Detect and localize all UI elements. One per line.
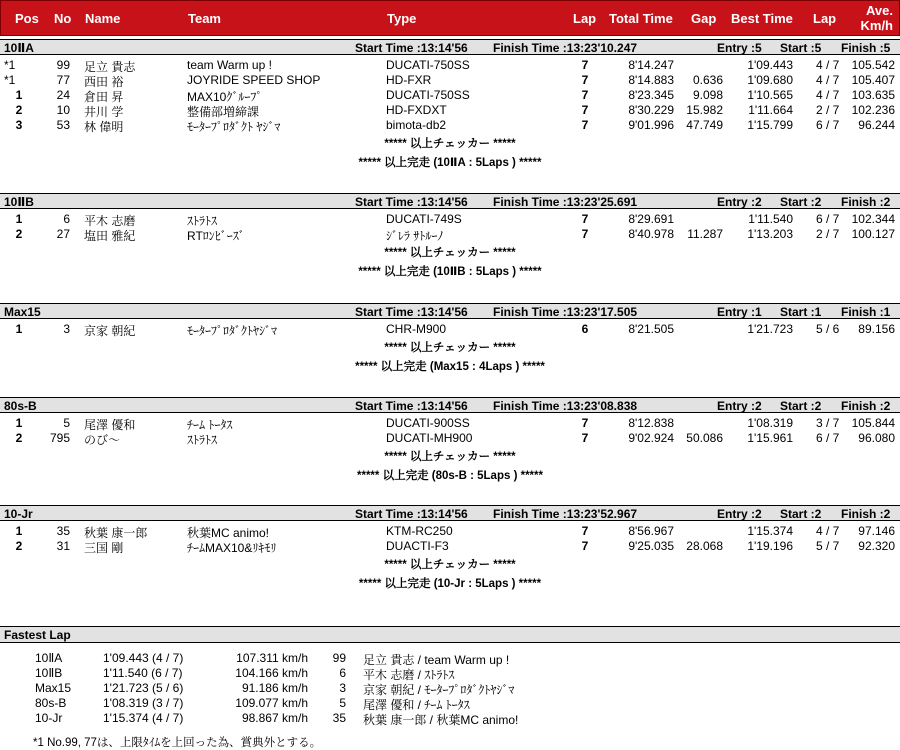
fl-time: 1'15.374 (4 / 7) xyxy=(103,711,184,725)
col-best-lap: Lap xyxy=(813,11,837,26)
total-time: 8'14.247 xyxy=(628,58,674,72)
total-time: 8'29.691 xyxy=(628,212,674,226)
best-time: 1'15.374 xyxy=(747,524,793,538)
laps: 7 xyxy=(581,118,589,132)
finish-time: Finish Time :13:23'17.505 xyxy=(493,305,638,319)
class-header-bar xyxy=(0,39,900,55)
result-row xyxy=(0,58,900,73)
col-name: Name xyxy=(85,11,121,26)
footnote: *1 No.99, 77は、上限ﾀｲﾑを上回った為、賞典外とする。 xyxy=(33,737,322,749)
fl-time: 1'08.319 (3 / 7) xyxy=(103,696,184,710)
average-speed: 105.542 xyxy=(851,58,895,72)
machine-type: KTM-RC250 xyxy=(386,524,453,538)
fl-speed: 104.166 km/h xyxy=(235,666,308,680)
position: 1 xyxy=(15,88,23,102)
laps: 7 xyxy=(581,431,589,445)
finish-count: Finish :2 xyxy=(841,399,891,413)
finish-count: Finish :2 xyxy=(841,507,891,521)
best-time: 1'15.799 xyxy=(747,118,793,132)
entry-count: Entry :2 xyxy=(717,195,762,209)
finish-time: Finish Time :13:23'25.691 xyxy=(493,195,638,209)
total-time: 8'23.345 xyxy=(628,88,674,102)
checker-note: ***** 以上チェッカー ***** xyxy=(384,451,516,463)
team-name: 整備部増締課 xyxy=(187,105,260,119)
best-time: 1'21.723 xyxy=(747,322,793,336)
class-header-bar xyxy=(0,505,900,521)
result-row xyxy=(0,212,900,227)
laps: 7 xyxy=(581,524,589,538)
col-pos: Pos xyxy=(15,11,39,26)
machine-type: ｼﾞﾚﾗ ｻﾄﾙｰﾉ xyxy=(386,229,444,243)
laps: 7 xyxy=(581,416,589,430)
team-name: team Warm up ! xyxy=(187,58,272,72)
position: 1 xyxy=(15,322,23,336)
class-name: 10ⅡA xyxy=(4,41,34,55)
best-time: 1'09.443 xyxy=(747,58,793,72)
class-header-bar xyxy=(0,397,900,413)
average-speed: 100.127 xyxy=(851,227,895,241)
total-time: 8'40.978 xyxy=(628,227,674,241)
entry-count: Entry :1 xyxy=(717,305,762,319)
entry-count: Entry :2 xyxy=(717,399,762,413)
team-name: ｽﾄﾗﾄｽ xyxy=(187,433,218,447)
best-time: 1'13.203 xyxy=(747,227,793,241)
gap: 9.098 xyxy=(692,88,723,102)
result-row xyxy=(0,227,900,242)
best-time: 1'10.565 xyxy=(747,88,793,102)
fastest-lap-row xyxy=(0,711,900,726)
position: 2 xyxy=(15,431,23,445)
team-name: ﾁｰﾑMAX10&ﾘｷﾓﾘ xyxy=(187,541,277,555)
start-time: Start Time :13:14'56 xyxy=(355,195,468,209)
finish-count: Finish :5 xyxy=(841,41,891,55)
fastest-lap-title: Fastest Lap xyxy=(4,628,71,642)
fastest-lap-bar xyxy=(0,626,900,643)
total-time: 8'21.505 xyxy=(628,322,674,336)
col-gap: Gap xyxy=(691,11,717,26)
position: 2 xyxy=(15,539,23,553)
race-number: 10 xyxy=(56,103,70,117)
best-lap: 5 / 6 xyxy=(816,322,840,336)
finished-note: ***** 以上完走 (80s-B : 5Laps ) ***** xyxy=(357,470,543,482)
team-name: ｽﾄﾗﾄｽ xyxy=(187,214,218,228)
team-name: RTﾛﾝﾋﾞｰｽﾞ xyxy=(187,229,245,243)
finished-note: ***** 以上完走 (Max15 : 4Laps ) ***** xyxy=(355,361,545,373)
rider-name: 尾澤 優和 xyxy=(84,418,136,432)
average-speed: 89.156 xyxy=(858,322,895,336)
position: 1 xyxy=(15,416,23,430)
best-lap: 5 / 7 xyxy=(816,539,840,553)
col-team: Team xyxy=(188,11,221,26)
gap: 0.636 xyxy=(692,73,723,87)
result-row xyxy=(0,103,900,118)
finish-count: Finish :2 xyxy=(841,195,891,209)
result-row xyxy=(0,416,900,431)
team-name: JOYRIDE SPEED SHOP xyxy=(187,73,321,87)
start-time: Start Time :13:14'56 xyxy=(355,507,468,521)
results-header xyxy=(0,0,900,36)
machine-type: CHR-M900 xyxy=(386,322,447,336)
machine-type: bimota-db2 xyxy=(386,118,447,132)
start-time: Start Time :13:14'56 xyxy=(355,399,468,413)
entry-count: Entry :5 xyxy=(717,41,762,55)
col-lap: Lap xyxy=(573,11,597,26)
fl-class: 10ⅡA xyxy=(35,651,63,665)
position: *1 xyxy=(4,58,16,72)
checker-note: ***** 以上チェッカー ***** xyxy=(384,247,516,259)
total-time: 8'12.838 xyxy=(628,416,674,430)
rider-name: 倉田 昇 xyxy=(84,90,124,104)
start-count: Start :2 xyxy=(780,507,822,521)
checker-note: ***** 以上チェッカー ***** xyxy=(384,342,516,354)
machine-type: DUCATI-900SS xyxy=(386,416,470,430)
best-lap: 3 / 7 xyxy=(816,416,840,430)
rider-name: 秋葉 康一郎 xyxy=(84,526,148,540)
machine-type: DUCATI-750SS xyxy=(386,58,470,72)
best-lap: 6 / 7 xyxy=(816,431,840,445)
fl-time: 1'21.723 (5 / 6) xyxy=(103,681,184,695)
finished-note: ***** 以上完走 (10-Jr : 5Laps ) ***** xyxy=(358,578,542,590)
checker-note: ***** 以上チェッカー ***** xyxy=(384,138,516,150)
race-number: 795 xyxy=(49,431,70,445)
best-time: 1'09.680 xyxy=(747,73,793,87)
best-lap: 4 / 7 xyxy=(816,524,840,538)
race-number: 35 xyxy=(56,524,70,538)
gap: 15.982 xyxy=(686,103,723,117)
rider-name: 塩田 雅紀 xyxy=(84,229,136,243)
fl-rider: 尾澤 優和 / ﾁｰﾑ ﾄｰﾀｽ xyxy=(363,698,470,712)
laps: 7 xyxy=(581,58,589,72)
result-row xyxy=(0,73,900,88)
finish-time: Finish Time :13:23'10.247 xyxy=(493,41,638,55)
laps: 6 xyxy=(581,322,589,336)
entry-count: Entry :2 xyxy=(717,507,762,521)
start-count: Start :1 xyxy=(780,305,822,319)
rider-name: 平木 志磨 xyxy=(84,214,136,228)
class-name: 80s-B xyxy=(4,399,37,413)
fl-speed: 107.311 km/h xyxy=(236,651,308,665)
fl-rider: 平木 志磨 / ｽﾄﾗﾄｽ xyxy=(363,668,455,682)
best-lap: 4 / 7 xyxy=(816,88,840,102)
fastest-lap-row xyxy=(0,666,900,681)
result-row xyxy=(0,118,900,133)
fl-time: 1'11.540 (6 / 7) xyxy=(103,666,183,680)
total-time: 8'30.229 xyxy=(628,103,674,117)
average-speed: 102.344 xyxy=(851,212,895,226)
rider-name: 井川 学 xyxy=(84,105,124,119)
class-name: 10ⅡB xyxy=(4,195,34,209)
laps: 7 xyxy=(581,212,589,226)
best-lap: 6 / 7 xyxy=(816,212,840,226)
result-row xyxy=(0,431,900,446)
laps: 7 xyxy=(581,539,589,553)
laps: 7 xyxy=(581,103,589,117)
total-time: 9'01.996 xyxy=(628,118,674,132)
total-time: 9'25.035 xyxy=(628,539,674,553)
class-header-bar xyxy=(0,303,900,319)
race-number: 99 xyxy=(56,58,70,72)
team-name: 秋葉MC animo! xyxy=(187,526,270,540)
fl-number: 5 xyxy=(339,696,346,710)
laps: 7 xyxy=(581,73,589,87)
position: 3 xyxy=(15,118,23,132)
fl-speed: 109.077 km/h xyxy=(235,696,308,710)
laps: 7 xyxy=(581,227,589,241)
machine-type: HD-FXDXT xyxy=(386,103,447,117)
col-no: No xyxy=(54,11,72,26)
start-count: Start :2 xyxy=(780,195,822,209)
best-lap: 2 / 7 xyxy=(816,103,840,117)
average-speed: 105.407 xyxy=(851,73,895,87)
best-time: 1'11.664 xyxy=(748,103,793,117)
best-lap: 4 / 7 xyxy=(816,58,840,72)
team-name: ﾓｰﾀｰﾌﾟﾛﾀﾞｸﾄﾔｼﾞﾏ xyxy=(187,324,278,338)
total-time: 9'02.924 xyxy=(628,431,674,445)
fl-class: 80s-B xyxy=(35,696,67,710)
rider-name: 西田 裕 xyxy=(84,75,124,89)
gap: 28.068 xyxy=(686,539,723,553)
result-row xyxy=(0,88,900,103)
team-name: ﾁｰﾑ ﾄｰﾀｽ xyxy=(187,418,233,432)
fl-class: Max15 xyxy=(35,681,72,695)
fl-rider: 足立 貴志 / team Warm up ! xyxy=(363,653,510,667)
fl-class: 10-Jr xyxy=(35,711,63,725)
start-count: Start :2 xyxy=(780,399,822,413)
finished-note: ***** 以上完走 (10ⅡB : 5Laps ) ***** xyxy=(358,266,542,278)
machine-type: DUACTI-F3 xyxy=(386,539,449,553)
finish-time: Finish Time :13:23'52.967 xyxy=(493,507,638,521)
col-best-time: Best Time xyxy=(731,11,793,26)
rider-name: 足立 貴志 xyxy=(84,60,136,74)
average-speed: 96.244 xyxy=(858,118,895,132)
best-time: 1'11.540 xyxy=(748,212,793,226)
gap: 50.086 xyxy=(686,431,723,445)
finish-count: Finish :1 xyxy=(841,305,891,319)
finish-time: Finish Time :13:23'08.838 xyxy=(493,399,638,413)
machine-type: DUCATI-749S xyxy=(386,212,462,226)
race-number: 24 xyxy=(56,88,70,102)
gap: 11.287 xyxy=(687,227,723,241)
class-name: Max15 xyxy=(4,305,41,319)
start-time: Start Time :13:14'56 xyxy=(355,305,468,319)
laps: 7 xyxy=(581,88,589,102)
position: *1 xyxy=(4,73,16,87)
fl-number: 3 xyxy=(339,681,346,695)
fl-rider: 京家 朝紀 / ﾓｰﾀｰﾌﾟﾛﾀﾞｸﾄﾔｼﾞﾏ xyxy=(363,683,515,697)
machine-type: DUCATI-MH900 xyxy=(386,431,473,445)
checker-note: ***** 以上チェッカー ***** xyxy=(384,559,516,571)
best-time: 1'08.319 xyxy=(747,416,793,430)
result-row xyxy=(0,539,900,554)
fl-number: 6 xyxy=(339,666,346,680)
finished-note: ***** 以上完走 (10ⅡA : 5Laps ) ***** xyxy=(358,157,542,169)
total-time: 8'56.967 xyxy=(628,524,674,538)
position: 1 xyxy=(15,212,23,226)
fl-number: 99 xyxy=(332,651,346,665)
average-speed: 97.146 xyxy=(858,524,895,538)
class-name: 10-Jr xyxy=(4,507,33,521)
average-speed: 92.320 xyxy=(858,539,895,553)
best-lap: 6 / 7 xyxy=(816,118,840,132)
team-name: MAX10ｸﾞﾙｰﾌﾟ xyxy=(187,90,263,104)
col-total-time: Total Time xyxy=(609,11,673,26)
average-speed: 105.844 xyxy=(851,416,895,430)
start-count: Start :5 xyxy=(780,41,822,55)
gap: 47.749 xyxy=(686,118,723,132)
race-number: 77 xyxy=(56,73,70,87)
best-lap: 4 / 7 xyxy=(816,73,840,87)
race-number: 5 xyxy=(63,416,70,430)
fastest-lap-row xyxy=(0,681,900,696)
machine-type: HD-FXR xyxy=(386,73,432,87)
race-number: 27 xyxy=(56,227,70,241)
average-speed: 96.080 xyxy=(858,431,895,445)
fl-time: 1'09.443 (4 / 7) xyxy=(103,651,184,665)
race-number: 3 xyxy=(63,322,70,336)
class-header-bar xyxy=(0,193,900,209)
fl-rider: 秋葉 康一郎 / 秋葉MC animo! xyxy=(363,713,519,727)
position: 1 xyxy=(15,524,23,538)
result-row xyxy=(0,524,900,539)
average-speed: 103.635 xyxy=(851,88,895,102)
fastest-lap-row xyxy=(0,651,900,666)
machine-type: DUCATI-750SS xyxy=(386,88,470,102)
average-speed: 102.236 xyxy=(851,103,895,117)
rider-name: 三国 剛 xyxy=(84,541,124,555)
rider-name: のび～ xyxy=(84,433,121,447)
fl-class: 10ⅡB xyxy=(35,666,63,680)
position: 2 xyxy=(15,103,23,117)
fl-speed: 91.186 km/h xyxy=(241,681,308,695)
race-number: 31 xyxy=(56,539,70,553)
rider-name: 林 偉明 xyxy=(84,120,124,134)
race-number: 6 xyxy=(63,212,70,226)
fl-speed: 98.867 km/h xyxy=(241,711,308,725)
start-time: Start Time :13:14'56 xyxy=(355,41,468,55)
race-number: 53 xyxy=(56,118,70,132)
total-time: 8'14.883 xyxy=(628,73,674,87)
team-name: ﾓｰﾀｰﾌﾟﾛﾀﾞｸﾄ ﾔｼﾞﾏ xyxy=(187,120,281,134)
fl-number: 35 xyxy=(332,711,346,725)
best-time: 1'19.196 xyxy=(747,539,793,553)
position: 2 xyxy=(15,227,23,241)
best-time: 1'15.961 xyxy=(747,431,793,445)
col-ave-speed: Ave. Km/h xyxy=(860,3,893,33)
best-lap: 2 / 7 xyxy=(816,227,840,241)
result-row xyxy=(0,322,900,337)
col-type: Type xyxy=(387,11,417,26)
rider-name: 京家 朝紀 xyxy=(84,324,136,338)
fastest-lap-row xyxy=(0,696,900,711)
